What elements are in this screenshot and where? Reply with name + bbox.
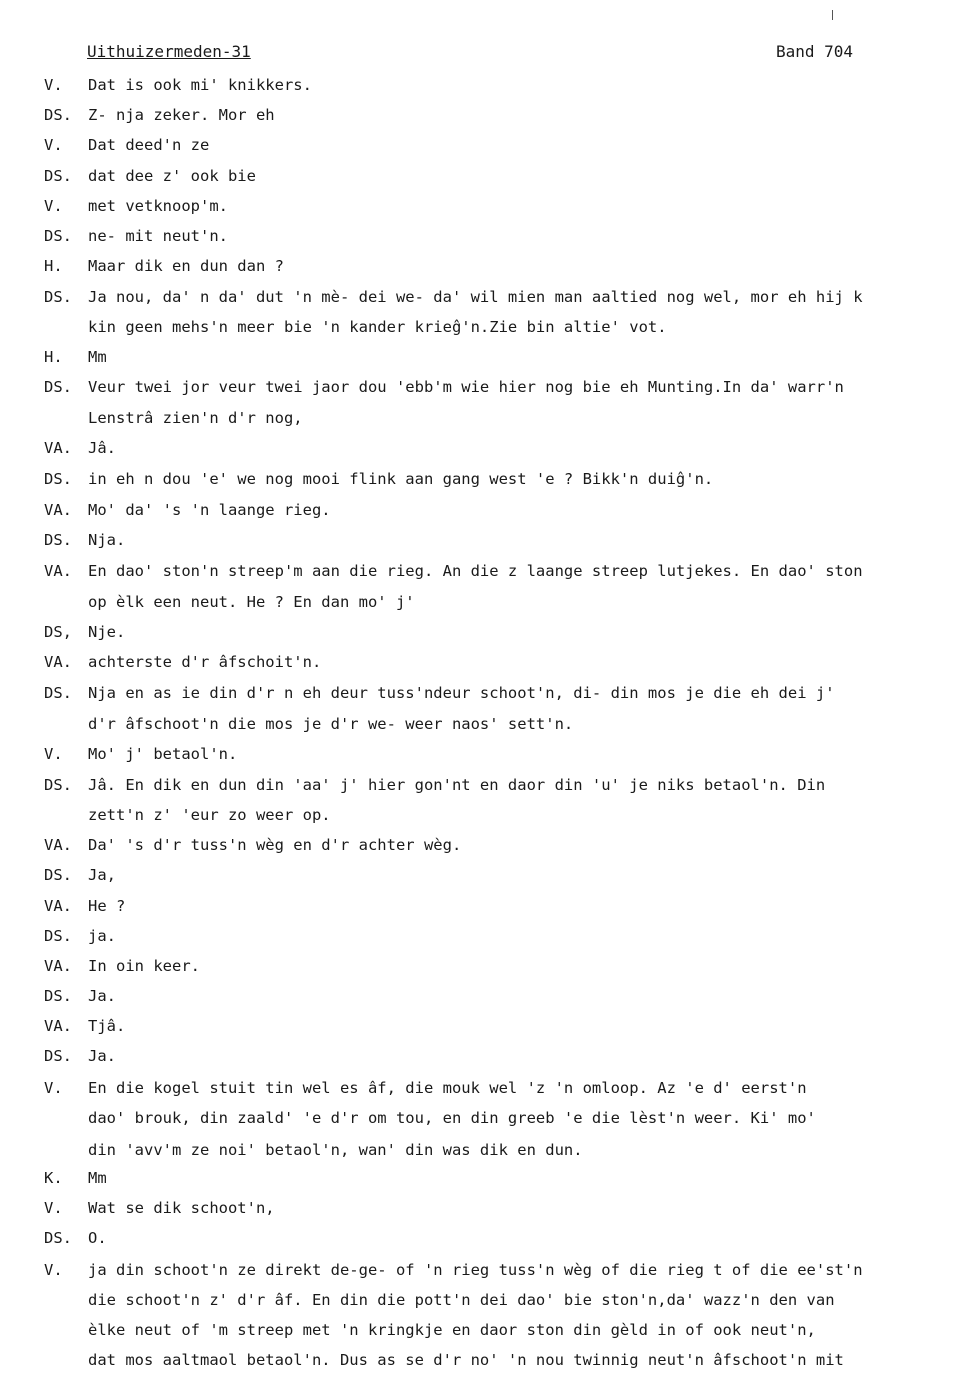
speaker-label: H. — [44, 257, 63, 275]
transcript-line: Mo' da' 's 'n laange rieg. — [88, 501, 331, 519]
speaker-label: VA. — [44, 653, 72, 671]
speaker-label — [44, 714, 86, 734]
speaker-label: DS. — [44, 106, 72, 124]
transcript-line: dat dee z' ook bie — [88, 167, 256, 185]
transcript-line: Z- nja zeker. Mor eh — [88, 106, 275, 124]
speaker-label: VA. — [44, 501, 72, 519]
speaker-label: H. — [44, 348, 63, 366]
speaker-label: V. — [44, 136, 63, 154]
speaker-label — [44, 1108, 86, 1128]
transcript-line: achterste d'r âfschoit'n. — [88, 653, 322, 671]
speaker-label: DS. — [44, 866, 72, 884]
speaker-label: DS. — [44, 776, 72, 794]
transcript-line: Da' 's d'r tuss'n wèg en d'r achter wèg. — [88, 836, 462, 854]
transcript-line: Dat is ook mi' knikkers. — [88, 76, 312, 94]
transcript-line: ne- mit neut'n. — [88, 227, 228, 245]
speaker-label: DS. — [44, 1047, 72, 1065]
speaker-label: DS. — [44, 927, 72, 945]
speaker-label: V. — [44, 745, 63, 763]
transcript-line: din 'avv'm ze noi' betaol'n, wan' din was dik en dun. — [88, 1141, 583, 1159]
transcript-line: Veur twei jor veur twei jaor dou 'ebb'm wie hier nog bie eh Munting.In da' warr'n — [88, 378, 844, 396]
transcript-line: zett'n z' 'eur zo weer op. — [88, 806, 331, 824]
transcript-line: Maar dik en dun dan ? — [88, 257, 284, 275]
transcript-line: Lenstrâ zien'n d'r nog, — [88, 409, 303, 427]
speaker-label: VA. — [44, 562, 72, 580]
transcript-line: d'r âfschoot'n die mos je d'r we- weer naos' sett'n. — [88, 715, 574, 733]
speaker-label: VA. — [44, 897, 72, 915]
transcript-line: dat mos aaltmaol betaol'n. Dus as se d'r no' 'n nou twinnig neut'n âfschoot'n mit — [88, 1351, 844, 1369]
transcript-line: En die kogel stuit tin wel es âf, die mouk wel 'z 'n omloop. Az 'e d' eerst'n — [88, 1079, 807, 1097]
transcript-line: O. — [88, 1229, 107, 1247]
speaker-label: VA. — [44, 1017, 72, 1035]
speaker-label: V. — [44, 76, 63, 94]
document-header-title: Uithuizermeden-31 — [87, 42, 251, 61]
transcript-line: Jâ. — [88, 439, 116, 457]
transcript-line: Ja. — [88, 1047, 116, 1065]
speaker-label — [44, 1290, 86, 1310]
document-header-band: Band 704 — [776, 42, 854, 61]
transcript-line: En dao' ston'n streep'm aan die rieg. An die z laange streep lutjekes. En dao' ston — [88, 562, 863, 580]
speaker-label: DS. — [44, 1229, 72, 1247]
speaker-label — [44, 592, 86, 612]
transcript-line: in eh n dou 'e' we nog mooi flink aan gang west 'e ? Bikk'n duiĝ'n. — [88, 470, 714, 488]
speaker-label: V. — [44, 197, 63, 215]
speaker-label: DS. — [44, 470, 72, 488]
speaker-label: V. — [44, 1199, 63, 1217]
transcript-line: Ja. — [88, 987, 116, 1005]
transcript-line: ja. — [88, 927, 116, 945]
transcript-line: kin geen mehs'n meer bie 'n kander krieĝ'n.Zie bin altie' vot. — [88, 318, 667, 336]
transcript-line: Nje. — [88, 623, 126, 641]
speaker-label: VA. — [44, 439, 72, 457]
speaker-label — [44, 1140, 86, 1160]
transcript-line: op èlk een neut. He ? En dan mo' j' — [88, 593, 415, 611]
transcript-line: dao' brouk, din zaald' 'e d'r om tou, en din greeb 'e die lèst'n weer. Ki' mo' — [88, 1109, 816, 1127]
transcript-line: Ja, — [88, 866, 116, 884]
transcript-line: He ? — [88, 897, 126, 915]
transcript-line: Tjâ. — [88, 1017, 126, 1035]
transcript-line: Mo' j' betaol'n. — [88, 745, 238, 763]
speaker-label — [44, 317, 86, 337]
speaker-label — [44, 1350, 86, 1370]
speaker-label: VA. — [44, 957, 72, 975]
speaker-label: VA. — [44, 836, 72, 854]
transcript-line: Ja nou, da' n da' dut 'n mè- dei we- da' wil mien man aaltied nog wel, mor eh hij k — [88, 288, 863, 306]
speaker-label: DS. — [44, 227, 72, 245]
transcript-line: Nja. — [88, 531, 126, 549]
transcript-line: èlke neut of 'm streep met 'n kringkje en daor ston din gèld in of ook neut'n, — [88, 1321, 816, 1339]
speaker-label: DS. — [44, 378, 72, 396]
speaker-label — [44, 1320, 86, 1340]
speaker-label: DS, — [44, 623, 72, 641]
transcript-line: die schoot'n z' d'r âf. En din die pott'n dei dao' bie ston'n,da' wazz'n den van — [88, 1291, 835, 1309]
transcript-line: Dat deed'n ze — [88, 136, 210, 154]
speaker-label — [44, 805, 86, 825]
speaker-label: K. — [44, 1169, 63, 1187]
speaker-label: DS. — [44, 684, 72, 702]
speaker-label — [44, 408, 86, 428]
speaker-label: V. — [44, 1079, 63, 1097]
speaker-label: DS. — [44, 987, 72, 1005]
transcript-line: Mm — [88, 348, 107, 366]
speaker-label: DS. — [44, 531, 72, 549]
speaker-label: DS. — [44, 167, 72, 185]
transcript-line: ja din schoot'n ze direkt de-ge- of 'n rieg tuss'n wèg of die rieg t of die ee'st'n — [88, 1261, 863, 1279]
transcript-line: Wat se dik schoot'n, — [88, 1199, 275, 1217]
speaker-label: V. — [44, 1261, 63, 1279]
transcript-line: Jâ. En dik en dun din 'aa' j' hier gon'nt en daor din 'u' je niks betaol'n. Din — [88, 776, 826, 794]
transcript-line: Mm — [88, 1169, 107, 1187]
transcript-line: met vetknoop'm. — [88, 197, 228, 215]
transcript-line: In oin keer. — [88, 957, 200, 975]
transcript-line: Nja en as ie din d'r n eh deur tuss'ndeur schoot'n, di- din mos je die eh dei j' — [88, 684, 835, 702]
speaker-label: DS. — [44, 288, 72, 306]
